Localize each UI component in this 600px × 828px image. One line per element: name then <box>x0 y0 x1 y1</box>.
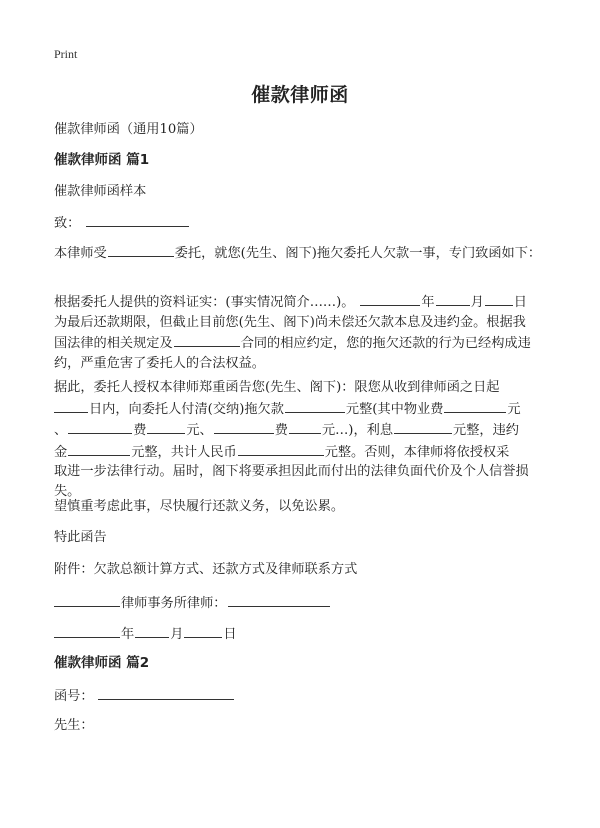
p3-line-4c: 元整。否则，本律师将依授权采 <box>324 444 510 460</box>
date-month-label: 月 <box>170 627 184 642</box>
deadline-day-blank <box>485 291 513 306</box>
sample-label: 催款律师函样本 <box>54 184 147 199</box>
p2-day-label: 日 <box>513 295 527 310</box>
letter-number-label: 函号： <box>54 689 94 704</box>
days-blank <box>54 398 88 413</box>
paragraph-1 <box>54 242 552 264</box>
attachment-line: 附件：欠款总额计算方式、还款方式及律师联系方式 <box>54 562 358 577</box>
p2-line-4: 约，严重危害了委托人的合法权益。 <box>54 355 265 371</box>
p2-year-label: 年 <box>421 295 435 310</box>
p2-month-label: 月 <box>470 295 484 310</box>
paragraph-3 <box>54 378 552 501</box>
p3-line-1: 据此，委托人授权本律师郑重函告您(先生、阁下)：限您从收到律师函之日起 <box>54 380 500 395</box>
deadline-year-blank <box>360 291 420 306</box>
section1-heading: 催款律师函 篇1 <box>54 152 150 168</box>
deadline-month-blank <box>436 291 470 306</box>
p3-line-3a: 、 <box>54 423 68 438</box>
p3-line-3f: 元整，违约 <box>453 423 519 438</box>
p3-line-4b: 元整，共计人民币 <box>131 444 237 460</box>
date-line <box>54 623 552 645</box>
print-link[interactable]: Print <box>54 47 78 61</box>
signature-label: 律师事务所律师： <box>121 596 227 611</box>
p3-line-2c: 元 <box>507 401 521 417</box>
p3-line-4a: 金 <box>54 444 68 460</box>
p2-text-a: 根据委托人提供的资料证实：(事实情况简介……)。 <box>54 295 355 310</box>
fee-type-2-blank <box>214 419 274 434</box>
amount-blank <box>285 398 345 413</box>
document-title: 催款律师函 <box>251 84 349 106</box>
date-day-blank <box>184 623 222 638</box>
p1-text-a: 本律师受 <box>54 246 107 261</box>
closing-line: 特此函告 <box>54 530 107 545</box>
fee-type-1-blank <box>68 419 132 434</box>
date-day-label: 日 <box>223 627 237 642</box>
p3-line-2b: 元整(其中物业费 <box>345 401 444 417</box>
date-month-blank <box>135 623 169 638</box>
property-fee-blank <box>444 398 506 413</box>
date-year-blank <box>54 623 120 638</box>
client-blank <box>108 242 174 257</box>
lawyer-name-blank <box>228 592 330 607</box>
p3-line-3b: 费 <box>133 423 147 438</box>
p3-line-3e: 元…)，利息 <box>321 423 394 438</box>
p2-line-3a: 国法律的相关规定及 <box>54 336 173 351</box>
document-subtitle: 催款律师函（通用10篇） <box>54 122 203 137</box>
law-firm-blank <box>54 592 120 607</box>
fee-amount-1-blank <box>147 419 185 434</box>
p2-line-2: 为最后还款期限，但截止目前您(先生、阁下)尚未偿还欠款本息及违约金。根据我 <box>54 314 526 330</box>
letter-number-line <box>54 685 552 707</box>
p3-line-6: 失。 <box>54 483 81 499</box>
signature-line <box>54 592 552 614</box>
total-blank <box>238 441 324 456</box>
greeting-line: 先生： <box>54 718 94 733</box>
p2-line-3b: 合同的相应约定，您的拖欠还款的行为已经构成违 <box>240 336 531 351</box>
fee-amount-2-blank <box>289 419 321 434</box>
paragraph-4: 望慎重考虑此事，尽快履行还款义务，以免讼累。 <box>54 499 345 514</box>
recipient-blank <box>86 212 189 227</box>
paragraph-2 <box>54 291 552 373</box>
p3-line-3c: 元、 <box>186 423 213 438</box>
letter-number-blank <box>98 685 234 700</box>
penalty-blank <box>68 441 130 456</box>
p3-line-5: 取进一步法律行动。届时，阁下将要承担因此而付出的法律负面代价及个人信誉损 <box>54 464 529 479</box>
to-label: 致： <box>54 216 81 231</box>
contract-blank <box>174 332 240 347</box>
date-year-label: 年 <box>121 627 135 642</box>
p3-line-3d: 费 <box>274 423 288 438</box>
recipient-line <box>54 212 552 234</box>
interest-blank <box>394 419 452 434</box>
p1-text-b: 委托，就您(先生、阁下)拖欠委托人欠款一事，专门致函如下： <box>174 246 542 261</box>
p3-line-2a: 日内，向委托人付清(交纳)拖欠款 <box>89 401 284 417</box>
section2-heading: 催款律师函 篇2 <box>54 655 150 671</box>
